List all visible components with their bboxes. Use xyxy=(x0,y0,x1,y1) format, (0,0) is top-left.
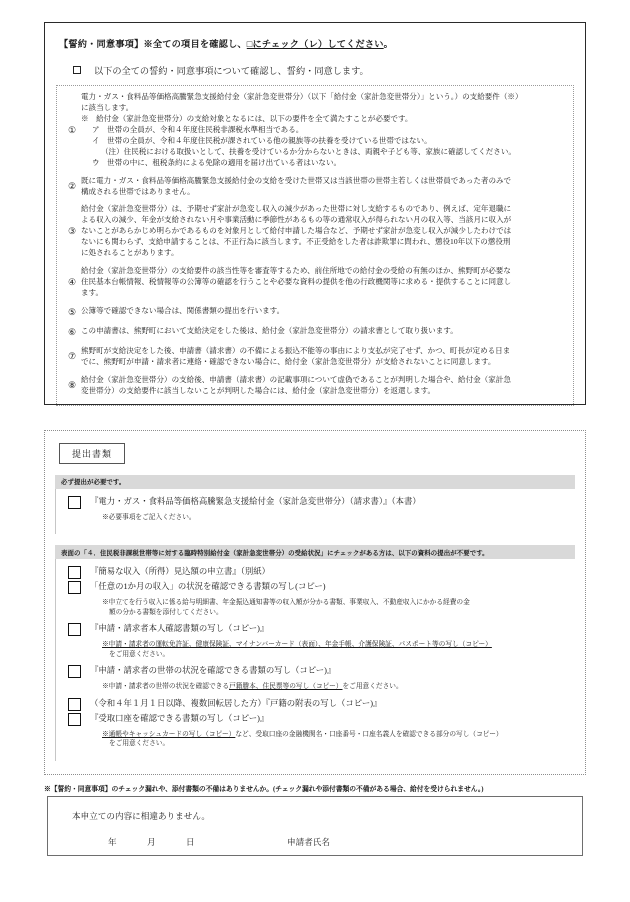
pledge-clause-line: 給付金（家計急変世帯分）の支給後、申請書（請求書）の記載事項について虚偽であることが判明した場合や、給付金（家計急 xyxy=(81,374,511,384)
pledge-clause-line: 熊野町が支給決定をした後、申請書（請求書）の不備による振込不能等の事由により支払が完了せず、かつ、町長が定める日ま xyxy=(81,346,511,356)
document-checklist-item xyxy=(56,566,575,579)
document-item-label: 『申請・請求者本人確認書類の写し（コピー)』 xyxy=(90,624,269,634)
pledge-clause-line: この申請書は、熊野町において支給決定をした後は、給付金（家計急変世帯分）の請求書として取り扱います。 xyxy=(81,325,458,335)
pledge-clause xyxy=(63,204,565,259)
year-label: 年 xyxy=(108,837,117,847)
document-item-note xyxy=(56,730,575,749)
pledge-clause-number: ⑥ xyxy=(67,326,77,337)
pledge-clause-number: ⑤ xyxy=(67,306,77,317)
pledge-clause-line: 構成される世帯ではありません。 xyxy=(81,186,195,196)
document-checklist-item xyxy=(56,581,575,617)
document-item-label: 『簡易な収入（所得）見込額の申立書』（別紙） xyxy=(90,567,271,577)
pledge-clause-line: よる収入の減少、年金が支給されない月や事業活動に季節性があるもの等の通常収入が得られない月の収入等、当該月に収入が xyxy=(81,215,512,225)
checkbox-empty-icon[interactable] xyxy=(68,623,81,636)
document-item-label: 『申請・請求者の世帯の状況を確認できる書類の写し（コピー)』 xyxy=(90,666,336,676)
pledge-clause-line: でに、熊野町が申請・請求者に連絡・確認できない場合に、給付金（家計急変世帯分）が支給されないことに同意します。 xyxy=(81,356,496,366)
pledge-clause-number: ③ xyxy=(67,226,77,237)
checkbox-empty-icon[interactable] xyxy=(68,713,81,726)
pledge-clause-number: ⑧ xyxy=(67,380,77,391)
pledge-clause xyxy=(63,326,565,339)
document-note-line xyxy=(102,682,575,692)
pledge-clause-line: 給付金（家計急変世帯分）は、予期せず家計が急変し収入の減少があった世帯に対し支給するものであり、例えば、定年退職に xyxy=(81,204,512,214)
pledge-clause-line: ※ 給付金（家計急変世帯分）の支給対象となるには、以下の要件を全て満たすことが必要です。 xyxy=(81,113,413,123)
pledge-clause-line: イ 世帯の全員が、令和４年度住民税が課されている他の親族等の扶養を受けている世帯ではない。 xyxy=(92,135,432,145)
document-checklist-item xyxy=(56,665,575,692)
declaration-box xyxy=(47,796,583,856)
document-checkbox-row[interactable] xyxy=(56,581,575,594)
checkbox-empty-icon[interactable] xyxy=(68,566,81,579)
document-checklist-item xyxy=(56,713,575,749)
pledge-clause-line: に該当します。 xyxy=(81,102,134,112)
pledge-heading xyxy=(59,36,585,50)
checkbox-empty-icon[interactable] xyxy=(68,496,81,509)
declaration-statement: 本申立ての内容に相違ありません。 xyxy=(72,811,211,821)
pledge-clause xyxy=(63,375,565,397)
document-checklist-item xyxy=(56,623,575,659)
declaration-signature-row xyxy=(108,836,582,848)
document-note-line: をご用意ください。 xyxy=(109,650,170,658)
pledge-clause-box xyxy=(56,85,574,406)
pledge-clause-line: ア 世帯の全員が、令和４年度住民税非課税水準相当である。 xyxy=(92,124,304,134)
document-checkbox-row[interactable] xyxy=(56,713,575,726)
pledge-clause-text xyxy=(81,306,565,317)
document-item-note xyxy=(56,513,575,523)
document-note-line: 額の分かる書類を添付してください。 xyxy=(109,608,223,616)
pledge-clause-number: ① xyxy=(67,124,77,135)
pledge-clause-line: 住民基本台帳情報、税情報等の公簿等の確認を行うことや必要な資料の提供を他の行政機関等に求める・提供することに同意し xyxy=(81,277,512,287)
pledge-agree-row[interactable] xyxy=(73,63,585,77)
note-text: をご用意ください。 xyxy=(342,683,403,691)
pledge-clause-number: ④ xyxy=(67,277,77,287)
pledge-clause-text xyxy=(81,204,565,259)
pledge-heading-mark: ※ xyxy=(143,39,153,49)
document-item-label: 『電力・ガス・食料品等価格高騰緊急支援給付金（家計急変世帯分）（請求書）』（本書） xyxy=(90,496,421,506)
pledge-agree-label: 以下の全ての誓約・同意事項について確認し、誓約・同意します。 xyxy=(94,66,369,76)
pledge-clause xyxy=(63,176,565,198)
pledge-clause xyxy=(63,266,565,299)
document-item-note xyxy=(56,598,575,617)
note-text-underlined: ※通帳やキャッシュカードの写し（コピー） xyxy=(102,730,236,738)
pledge-clause-line: ないことがあらかじめ明らかであるものを対象月として給付申請した場合など、予期せず家計が急変し収入が減少したわけでは xyxy=(81,226,512,236)
documents-title: 提出書類 xyxy=(59,443,125,464)
checkbox-empty-icon[interactable] xyxy=(73,66,81,74)
month-label: 月 xyxy=(147,837,156,847)
pledge-clause xyxy=(63,306,565,319)
document-item-note xyxy=(56,682,575,692)
pledge-clause-line: ます。 xyxy=(81,288,104,297)
document-note-line: ※申請・請求者の運転免許証、健康保険証、マイナンバーカード（表面）、年金手帳、介護保険証、パスポート等の写し（コピー） xyxy=(102,641,492,649)
band-optional-label: 表面の「４．住民税非課税世帯等に対する臨時特別給付金（家計急変世帯分）の受給状況」にチェックがある方は、以下の資料の提出が不要です。 xyxy=(55,545,575,559)
document-note-line: ※必要事項をご記入ください。 xyxy=(102,513,196,521)
pledge-clause-number: ⑦ xyxy=(67,351,77,362)
pledge-clause-line: 既に電力・ガス・食料品等価格高騰緊急支援給付金の支給を受けた世帯又は当該世帯の世帯主若しくは世帯員であった者のみで xyxy=(81,175,512,185)
document-checkbox-row[interactable] xyxy=(56,496,575,509)
document-item-note xyxy=(56,640,575,659)
pledge-clause-text xyxy=(81,346,565,368)
pledge-clause-line: ないにも関わらず、支給申請することは、不正行為に該当します。不正受給をした者は詐欺罪に問われ、懲役10年以下の懲役刑 xyxy=(81,237,511,247)
required-documents-group xyxy=(55,489,575,535)
pledge-clause-line: 電力・ガス・食料品等価格高騰緊急支援給付金（家計急変世帯分）（以下「給付金（家計急変世帯分）」という。）の支給要件（※） xyxy=(81,92,523,101)
band-required-label: 必ず提出が必要です。 xyxy=(55,475,575,489)
pledge-heading-prefix: 【誓約・同意事項】 xyxy=(59,39,144,49)
pledge-heading-suffix: 。 xyxy=(383,39,394,49)
document-checkbox-row[interactable] xyxy=(56,623,575,636)
document-item-label: （令和４年１月１日以降、複数回転居した方）『戸籍の附表の写し（コピー)』 xyxy=(90,698,382,708)
applicant-name-label: 申請者氏名 xyxy=(287,837,330,847)
pledge-clause-text xyxy=(81,92,565,169)
note-text: ※申請・請求者の世帯の状況を確認できる xyxy=(102,683,230,691)
pledge-clause-text xyxy=(81,266,565,299)
pledge-heading-middle: 全ての項目を確認し、 xyxy=(152,39,247,49)
pledge-clause-line: 公簿等で確認できない場合は、関係書類の提出を行います。 xyxy=(81,305,285,315)
pledge-clause-text xyxy=(81,326,565,337)
document-note-line: ※申立てを行う収入に係る給与明細書、年金振込通知書等の収入額が分かる書類、事業収入、不動産収入にかかる経費の金 xyxy=(102,599,470,607)
pledge-agreement-section xyxy=(44,22,586,405)
pledge-heading-underlined: □にチェック（レ）してください xyxy=(246,39,384,49)
pledge-clause-number: ② xyxy=(67,180,77,191)
checklist-footnote: ※【誓約・同意事項】のチェック漏れや、添付書類の不備はありませんか。(チェック漏れや添付書類の不備がある場合、給付を受けられません。) xyxy=(44,786,484,793)
checkbox-empty-icon[interactable] xyxy=(68,665,81,678)
pledge-clause xyxy=(63,346,565,368)
document-checkbox-row[interactable] xyxy=(56,566,575,579)
document-note-line: をご用意ください。 xyxy=(109,740,170,748)
pledge-clause-line: 給付金（家計急変世帯分）の支給要件の該当性等を審査等するため、前住所地での給付金の受給の有無のほか、熊野町が必要な xyxy=(81,266,511,276)
pledge-clause-line: ウ 世帯の中に、租税条約による免除の適用を届け出ている者はいない。 xyxy=(92,157,342,167)
checkbox-empty-icon[interactable] xyxy=(68,698,81,711)
pledge-clause xyxy=(63,92,565,169)
checkbox-empty-icon[interactable] xyxy=(68,581,81,594)
note-text-underlined: 戸籍謄本、住民票等の写し（コピー） xyxy=(229,683,343,691)
optional-documents-group xyxy=(55,559,575,761)
pledge-clause-text xyxy=(81,176,565,198)
pledge-clause-text xyxy=(81,375,565,397)
document-checklist-item xyxy=(56,698,575,711)
pledge-clause-line: 変世帯分）の支給要件に該当しないことが判明した場合には、給付金（家計急変世帯分）を返還します。 xyxy=(81,385,436,395)
submission-documents-section xyxy=(44,430,586,775)
document-checkbox-row[interactable] xyxy=(56,698,575,711)
document-checklist-item xyxy=(56,496,575,523)
pledge-clause-line: （注）住民税における取扱いとして、扶養を受けているか分からないときは、両親や子ども等、家族に確認してください。 xyxy=(101,146,516,156)
document-item-label: 「任意の1か月の収入」の状況を確認できる書類の写し(コピー) xyxy=(90,582,326,592)
pledge-clause-line: に処されることがあります。 xyxy=(81,248,179,258)
document-item-label: 『受取口座を確認できる書類の写し（コピー)』 xyxy=(90,713,269,723)
day-label: 日 xyxy=(186,837,195,847)
note-text: など、受取口座の金融機関名・口座番号・口座名義人を確認できる部分の写し（コピー） xyxy=(235,730,503,738)
document-checkbox-row[interactable] xyxy=(56,665,575,678)
document-note-line xyxy=(102,730,575,740)
